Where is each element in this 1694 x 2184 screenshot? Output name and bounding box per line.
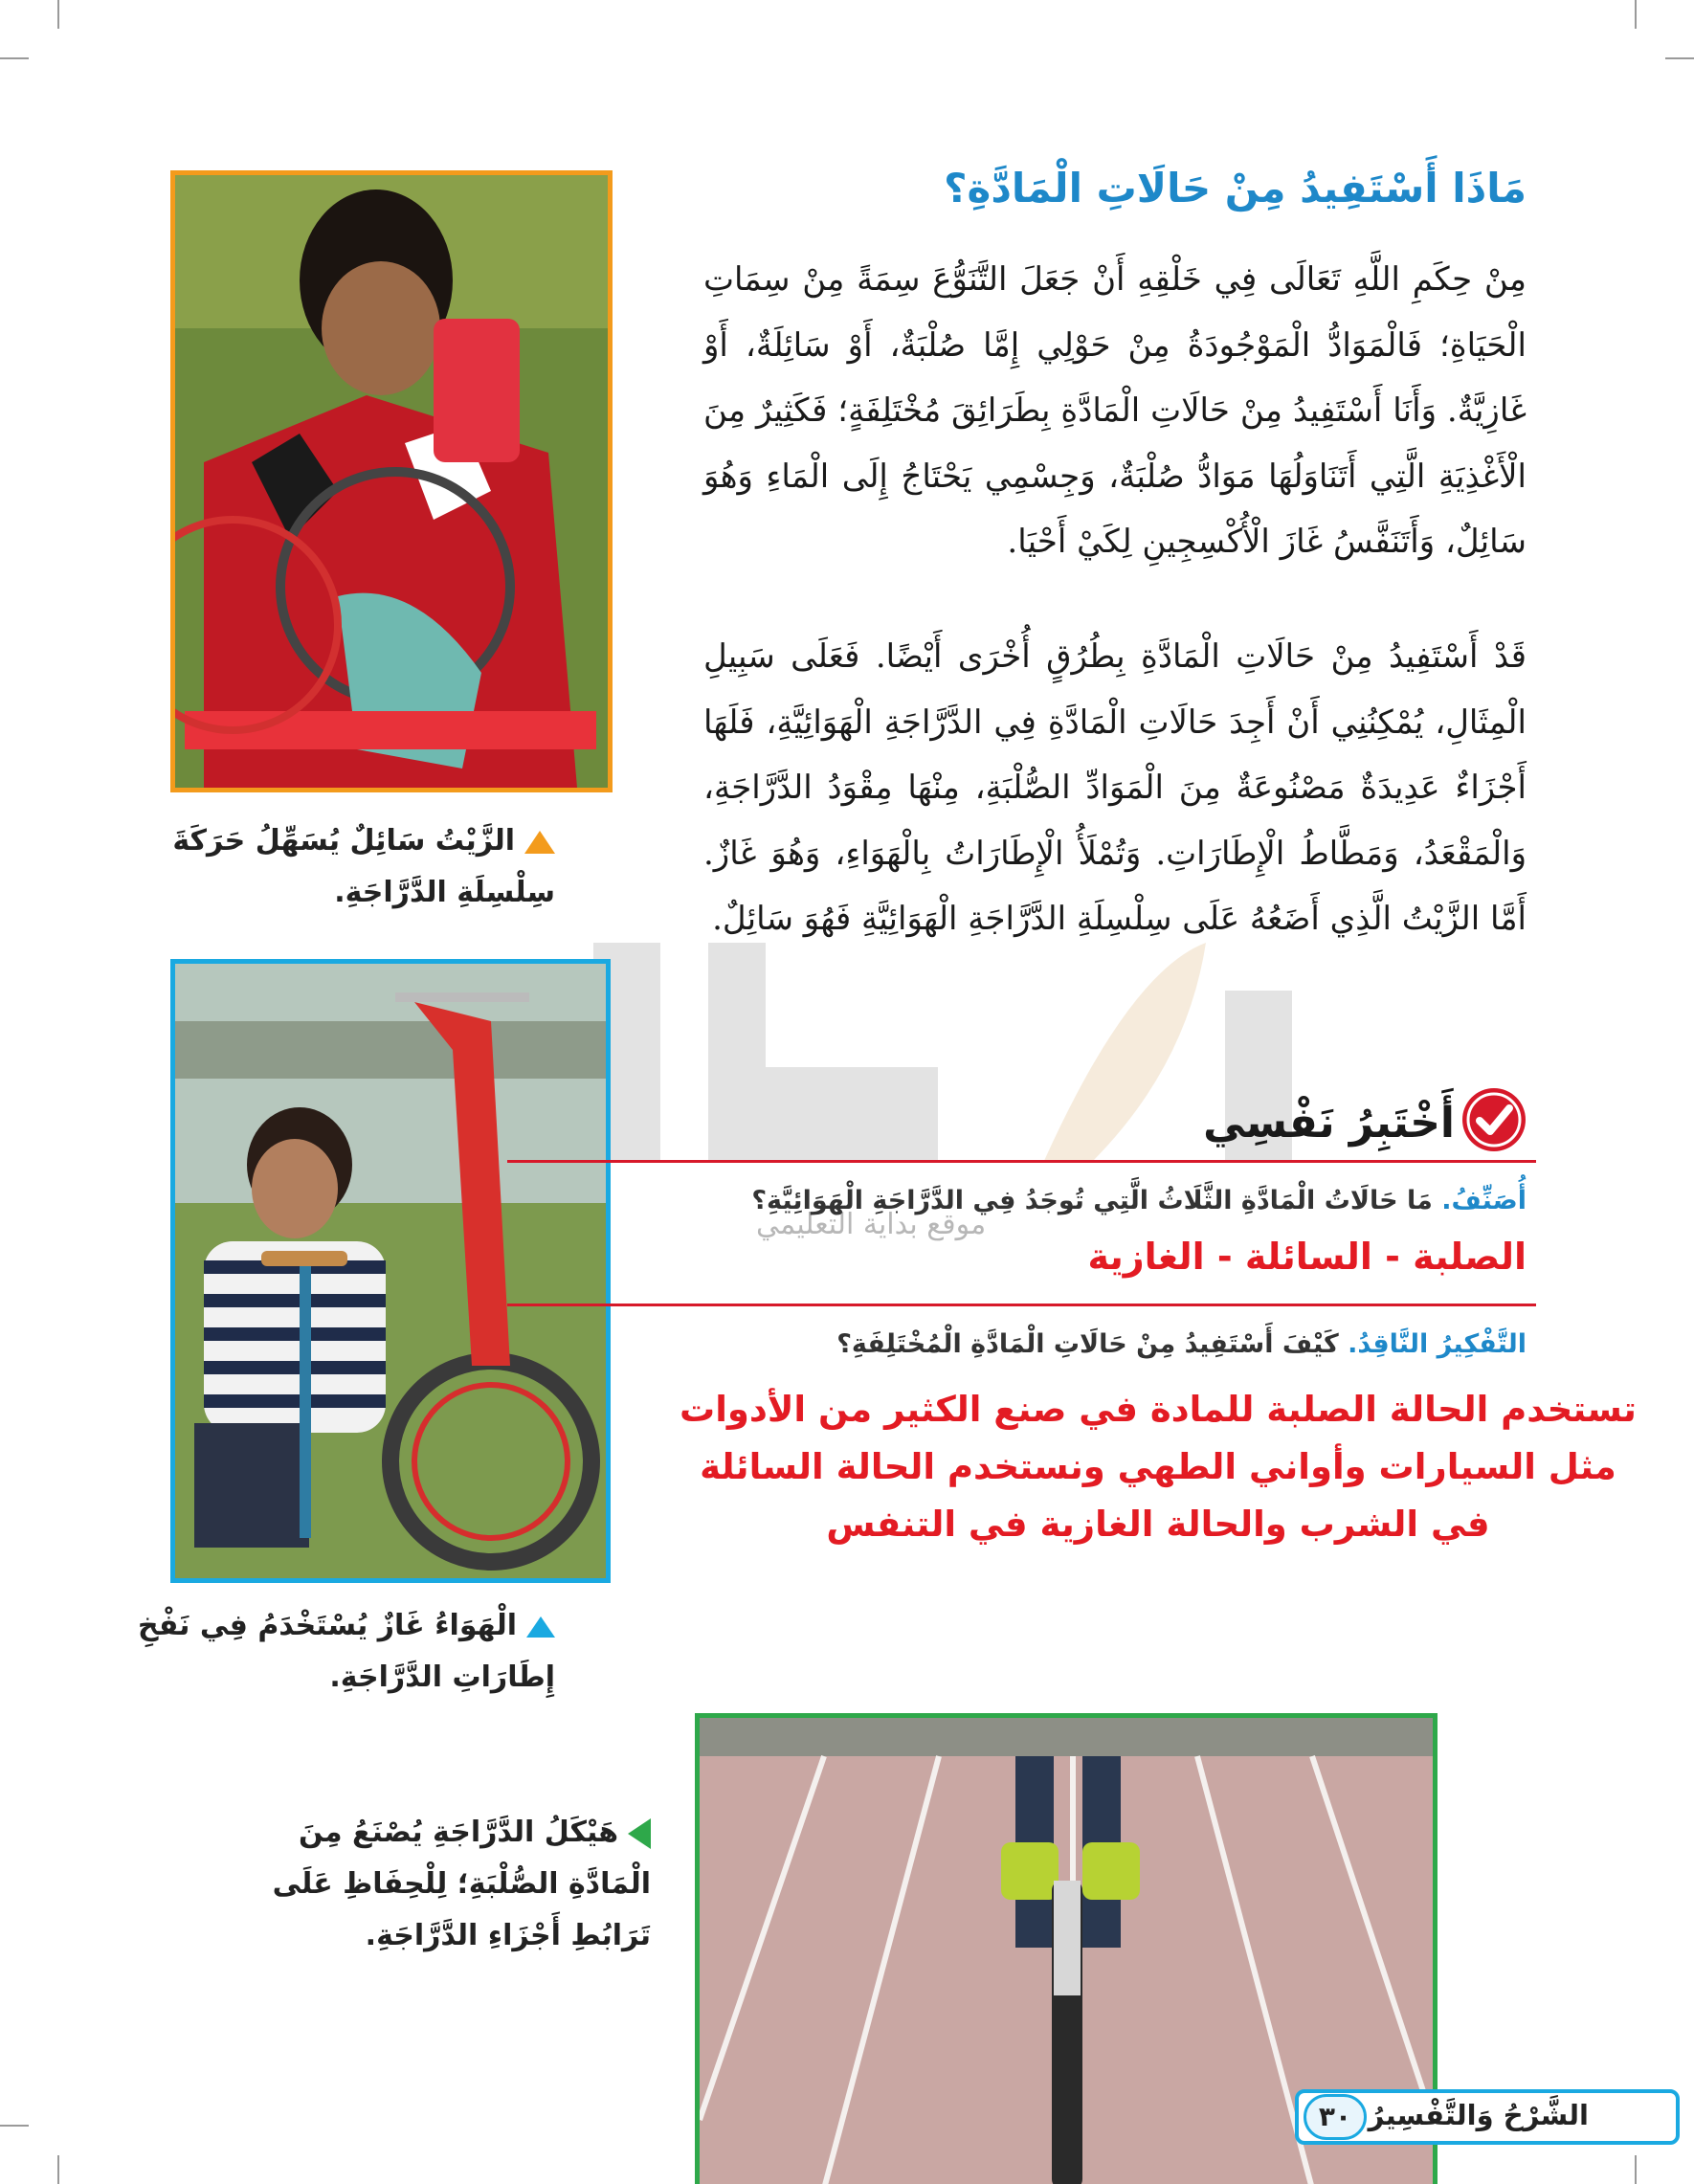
page-number: ٣٠	[1304, 2094, 1367, 2140]
photo-boy-oiling-bike-chain	[170, 170, 613, 792]
crop-mark	[1635, 2155, 1637, 2184]
self-test-title: أَخْتَبِرُ نَفْسِي	[1203, 1099, 1455, 1148]
triangle-bullet-icon	[628, 1818, 651, 1849]
body-paragraph-1: مِنْ حِكَمِ اللَّهِ تَعَالَى فِي خَلْقِهِ أَنْ جَعَلَ التَّنَوُّعَ سِمَةً مِنْ سِمَاتِ الْحَيَاةِ؛ فَالْمَوَادُّ الْمَوْجُودَةُ مِنْ حَوْلِي إِمَّا صُلْبَةٌ، أَوْ سَائِلَةٌ، أَوْ غَازِيَّةٌ. وَأَنَا أَسْتَفِيدُ مِنْ حَالَاتِ الْمَادَّةِ بِطَرَائِقَ مُخْتَلِفَةٍ؛ فَكَثِيرٌ مِنَ الْأَغْذِيَةِ الَّتِي أَتَنَاوَلُهَا مَوَادُّ صُلْبَةٌ، وَجِسْمِي يَحْتَاجُ إِلَى الْمَاءِ وَهُوَ سَائِلٌ، وَأَتَنَفَّسُ غَازَ الْأُكْسِجِينِ لِكَيْ أَحْيَا.	[703, 260, 1527, 561]
watermark-text: موقع بداية التعليمي	[756, 1208, 987, 1241]
question-2	[703, 1317, 1527, 1372]
crop-mark	[0, 2125, 29, 2127]
crop-mark	[1665, 57, 1694, 59]
body-paragraph-2: قَدْ أَسْتَفِيدُ مِنْ حَالَاتِ الْمَادَّةِ بِطُرُقٍ أُخْرَى أَيْضًا. فَعَلَى سَبِيلِ الْمِثَالِ، يُمْكِنُنِي أَنْ أَجِدَ حَالَاتِ الْمَادَّةِ فِي الدَّرَّاجَةِ الْهَوَائِيَّةِ، فَلَهَا أَجْزَاءٌ عَدِيدَةٌ مَصْنُوعَةٌ مِنَ الْمَوَادِّ الصُّلْبَةِ، مِنْهَا مِقْوَدُ الدَّرَّاجَةِ، وَالْمَقْعَدُ، وَمَطَّاطُ الْإِطَارَاتِ. وَتُمْلَأُ الْإِطَارَاتُ بِالْهَوَاءِ، وَهُوَ غَازٌ. أَمَّا الزَّيْتُ الَّذِي أَضَعُهُ عَلَى سِلْسِلَةِ الدَّرَّاجَةِ الْهَوَائِيَّةِ فَهُوَ سَائِلٌ.	[703, 637, 1527, 938]
divider-line	[507, 1304, 1536, 1306]
question-2-lead: التَّفْكِيرُ النَّاقِدُ.	[1348, 1329, 1527, 1359]
triangle-bullet-icon	[524, 831, 555, 854]
caption-frame-text: هَيْكَلُ الدَّرَّاجَةِ يُصْنَعُ مِنَ الْمَادَّةِ الصُّلْبَةِ؛ لِلْحِفَاظِ عَلَى تَرَابُطِ أَجْزَاءِ الدَّرَّاجَةِ.	[272, 1816, 651, 1952]
caption-oil	[134, 815, 555, 919]
question-1-text: مَا حَالَاتُ الْمَادَّةِ الثَّلَاثُ الَّتِي تُوجَدُ فِي الدَّرَّاجَةِ الْهَوَائِيَّةِ؟	[751, 1186, 1433, 1215]
question-1	[703, 1173, 1527, 1289]
crop-mark	[0, 57, 29, 59]
footer-section-label: الشَّرْحُ وَالتَّفْسِيرُ	[1368, 2099, 1589, 2131]
triangle-bullet-icon	[526, 1616, 555, 1638]
crop-mark	[57, 2155, 59, 2184]
caption-frame	[230, 1807, 651, 1962]
question-1-answer: الصلبة - السائلة - الغازية	[1087, 1236, 1527, 1278]
caption-oil-text: الزَّيْتُ سَائِلٌ يُسَهِّلُ حَرَكَةَ سِلْسِلَةِ الدَّرَّاجَةِ.	[172, 824, 555, 909]
crop-mark	[1635, 0, 1637, 29]
section-heading: مَاذَا أَسْتَفِيدُ مِنْ حَالَاتِ الْمَادَّةِ؟	[944, 165, 1527, 212]
caption-air-text: الْهَوَاءُ غَازٌ يُسْتَخْدَمُ فِي نَفْخِ إِطَارَاتِ الدَّرَّاجَةِ.	[137, 1609, 555, 1694]
caption-air	[124, 1600, 555, 1704]
crop-mark	[57, 0, 59, 29]
checkmark-icon	[1460, 1086, 1527, 1153]
photo-boy-pumping-tire	[170, 959, 611, 1583]
question-2-text: كَيْفَ أَسْتَفِيدُ مِنْ حَالَاتِ الْمَادَّةِ الْمُخْتَلِفَةِ؟	[836, 1329, 1339, 1359]
question-1-lead: أُصَنِّفُ.	[1441, 1186, 1527, 1215]
question-2-answer: تستخدم الحالة الصلبة للمادة في صنع الكثير من الأدوات مثل السيارات وأواني الطهي ونستخدم الحالة السائلة في الشرب والحالة الغازية في التنفس	[680, 1389, 1637, 1545]
divider-line	[507, 1160, 1536, 1163]
